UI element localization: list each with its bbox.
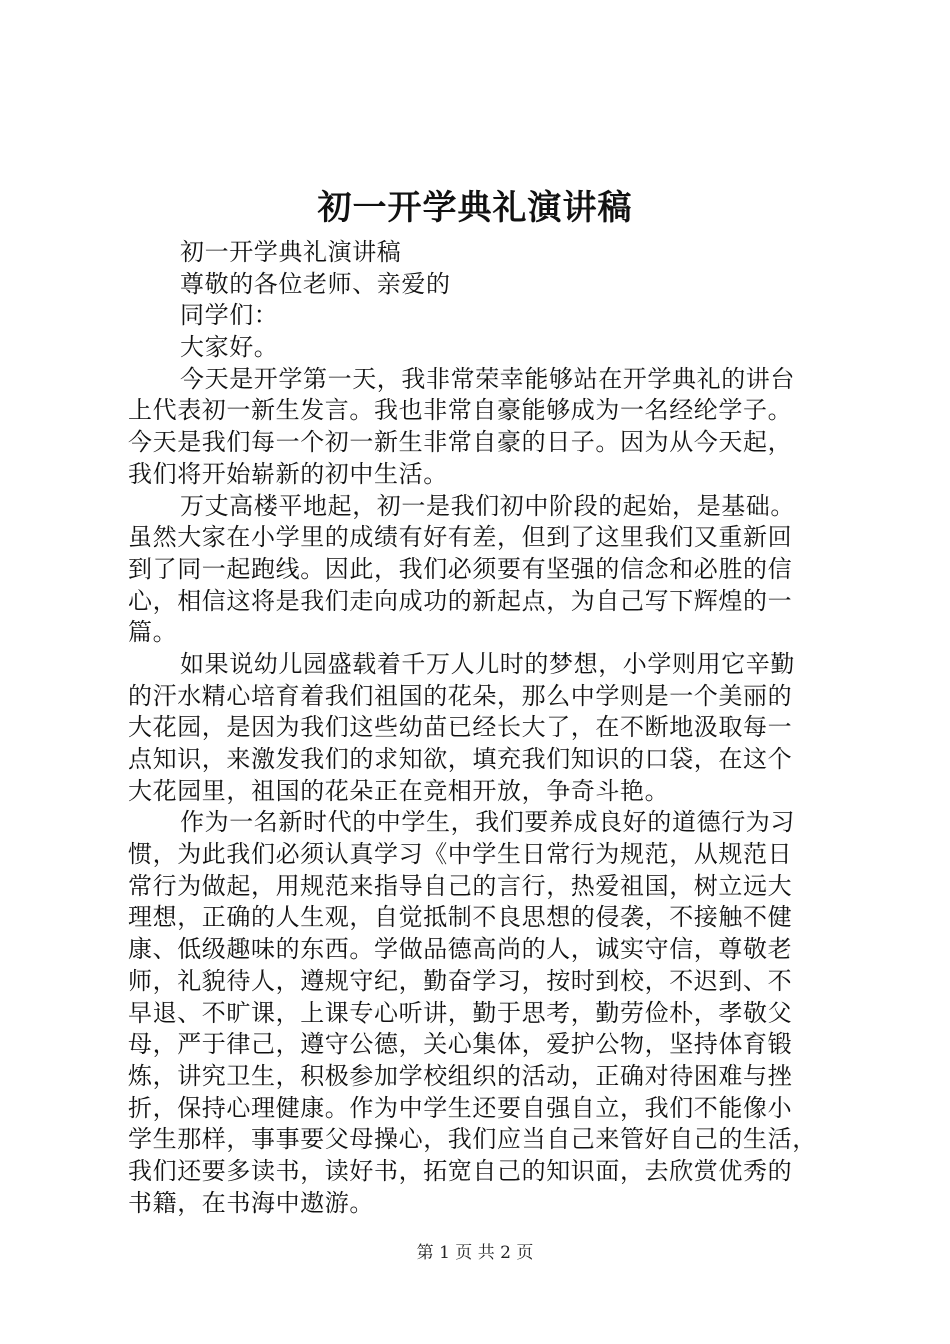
body-line: 书籍，在书海中遨游。 xyxy=(128,1188,374,1217)
body-line: 大花园，是因为我们这些幼苗已经长大了，在不断地汲取每一 xyxy=(128,713,793,742)
body-line: 初一开学典礼演讲稿 xyxy=(180,238,402,266)
body-line: 惯，为此我们必须认真学习《中学生日常行为规范，从规范日 xyxy=(128,840,793,869)
body-line: 同学们： xyxy=(180,301,279,330)
body-line: 早退、不旷课，上课专心听讲，勤于思考，勤劳俭朴，孝敬父 xyxy=(128,998,793,1027)
body-line: 母，严于律己，遵守公德，关心集体，爱护公物，坚持体育锻 xyxy=(128,1030,793,1059)
body-line: 师，礼貌待人，遵规守纪，勤奋学习，按时到校，不迟到、不 xyxy=(128,966,793,995)
body-line: 理想，正确的人生观，自觉抵制不良思想的侵袭，不接触不健 xyxy=(128,903,793,932)
body-line: 我们还要多读书，读好书，拓宽自己的知识面，去欣赏优秀的 xyxy=(128,1156,793,1185)
body-line: 尊敬的各位老师、亲爱的 xyxy=(180,269,451,298)
body-line: 大花园里，祖国的花朵正在竞相开放，争奇斗艳。 xyxy=(128,776,670,805)
body-line: 篇。 xyxy=(128,618,178,647)
body-line: 心，相信这将是我们走向成功的新起点，为自己写下辉煌的一 xyxy=(128,586,793,615)
body-line: 的汗水精心培育着我们祖国的花朵，那么中学则是一个美丽的 xyxy=(128,681,793,710)
body-line: 炼，讲究卫生，积极参加学校组织的活动，正确对待困难与挫 xyxy=(128,1061,793,1090)
body-line: 学生那样，事事要父母操心，我们应当自己来管好自己的生活， xyxy=(128,1125,817,1154)
body-line: 到了同一起跑线。因此，我们必须要有坚强的信念和必胜的信 xyxy=(128,554,793,583)
body-line: 折，保持心理健康。作为中学生还要自强自立，我们不能像小 xyxy=(128,1093,793,1122)
body-line: 今天是我们每一个初一新生非常自豪的日子。因为从今天起， xyxy=(128,428,793,457)
body-line: 大家好。 xyxy=(180,333,279,362)
body-line: 今天是开学第一天，我非常荣幸能够站在开学典礼的讲台 xyxy=(180,364,795,393)
body-line: 点知识，来激发我们的求知欲，填充我们知识的口袋，在这个 xyxy=(128,745,793,773)
body-line: 如果说幼儿园盛载着千万人儿时的梦想，小学则用它辛勤 xyxy=(180,649,795,678)
page-footer: 第 1 页 共 2 页 xyxy=(416,1243,534,1263)
document-body xyxy=(128,237,830,1219)
body-line: 常行为做起，用规范来指导自己的言行，热爱祖国，树立远大 xyxy=(128,871,793,900)
body-line: 康、低级趣味的东西。学做品德高尚的人，诚实守信，尊敬老 xyxy=(128,935,793,964)
body-line: 上代表初一新生发言。我也非常自豪能够成为一名经纶学子。 xyxy=(128,396,793,425)
body-line: 万丈高楼平地起，初一是我们初中阶段的起始，是基础。 xyxy=(180,491,795,520)
body-line: 虽然大家在小学里的成绩有好有差，但到了这里我们又重新回 xyxy=(128,523,793,552)
body-line: 作为一名新时代的中学生，我们要养成良好的道德行为习 xyxy=(180,808,795,837)
body-line: 我们将开始崭新的初中生活。 xyxy=(128,459,448,488)
document-title: 初一开学典礼演讲稿 xyxy=(317,188,633,228)
